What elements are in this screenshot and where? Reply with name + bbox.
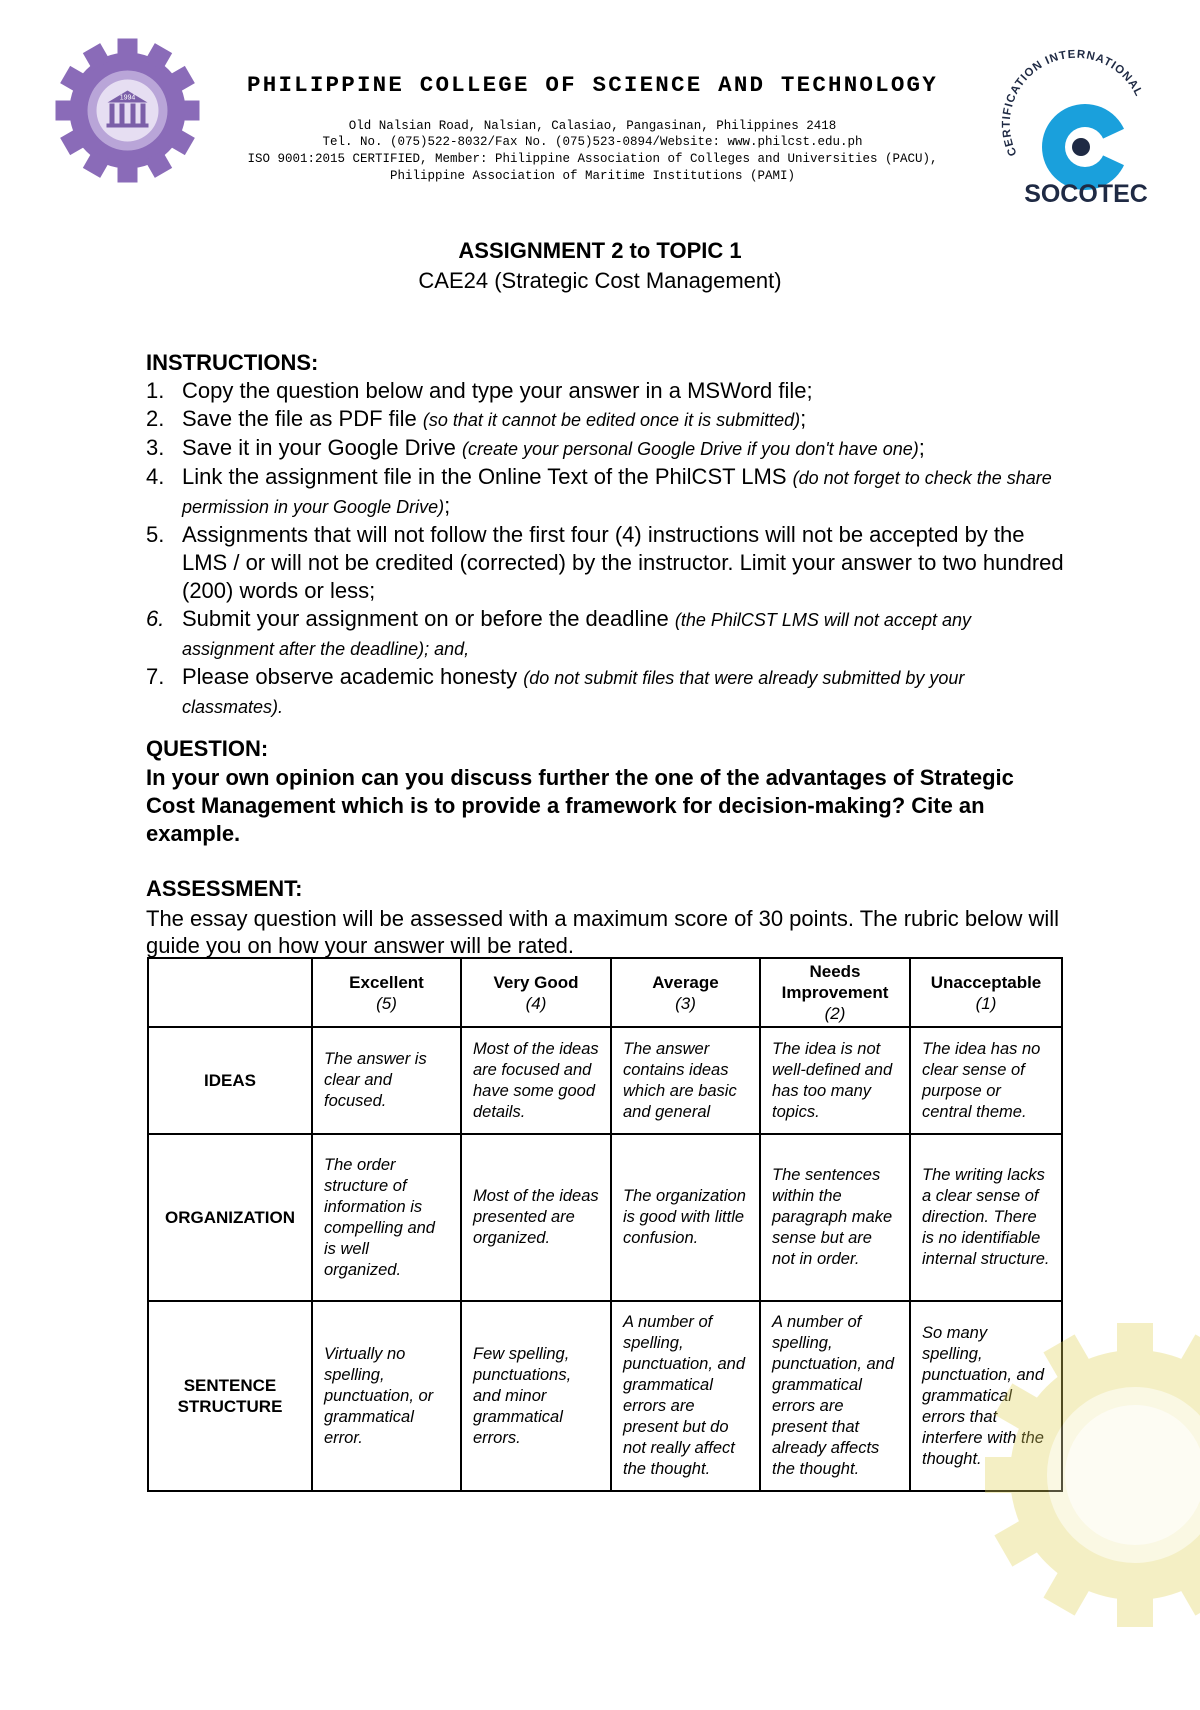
instruction-item — [146, 663, 1066, 721]
assignment-title: ASSIGNMENT 2 to TOPIC 1 — [458, 238, 742, 263]
instruction-text: Save the file as PDF file — [182, 406, 423, 431]
instruction-text: Copy the question below and type your answer in a MSWord file; — [182, 378, 813, 403]
criterion-label: ORGANIZATION — [148, 1134, 312, 1301]
rubric-row-sentence-structure — [148, 1301, 1062, 1491]
college-seal-logo — [55, 38, 200, 183]
college-contact: Tel. No. (075)522-8032/Fax No. (075)523-0894/Website: www.philcst.edu.ph — [322, 135, 863, 149]
instruction-note: (do not submit files that were already submitted by your classmates). — [182, 668, 965, 717]
instruction-number: 1. — [146, 378, 165, 403]
rubric-cell: So many spelling, punctuation, and grammatical errors that interfere with the thought. — [910, 1301, 1062, 1491]
instruction-end: ; — [918, 435, 925, 460]
certification-ring-text: CERTIFICATION INTERNATIONAL — [1000, 48, 1145, 158]
instruction-note: (do not forget to check the share permission in your Google Drive) — [182, 468, 1052, 517]
instructions-heading: INSTRUCTIONS: — [146, 350, 319, 375]
rubric-cell: A number of spelling, punctuation, and grammatical errors are present but do not really affect the thought. — [611, 1301, 760, 1491]
instruction-item — [146, 434, 1066, 463]
rubric-cell: The writing lacks a clear sense of direction. There is no identifiable internal structure. — [910, 1134, 1062, 1301]
rubric-cell: Most of the ideas presented are organized. — [461, 1134, 611, 1301]
rubric-column-header: Unacceptable (1) — [910, 958, 1062, 1027]
rubric-corner-cell — [148, 958, 312, 1027]
rubric-column-header: Average (3) — [611, 958, 760, 1027]
instruction-number: 3. — [146, 435, 165, 460]
rubric-column-header: Excellent (5) — [312, 958, 461, 1027]
rubric-column-header: Very Good (4) — [461, 958, 611, 1027]
instruction-number: 7. — [146, 664, 165, 689]
instruction-item — [146, 463, 1066, 521]
instruction-item — [146, 405, 1066, 434]
rubric-row-ideas — [148, 1027, 1062, 1134]
instruction-end: ; — [444, 493, 451, 518]
socotec-certification-logo — [985, 42, 1167, 207]
question-text: In your own opinion can you discuss further the one of the advantages of Strategic Cost Management which is to provide a framework for decision-making? Cite an example. — [146, 765, 1014, 846]
instruction-text: Link the assignment file in the Online Text of the PhilCST LMS — [182, 464, 793, 489]
rubric-cell: The answer is clear and focused. — [312, 1027, 461, 1134]
instruction-note: (create your personal Google Drive if you don't have one) — [462, 439, 919, 459]
criterion-label: IDEAS — [148, 1027, 312, 1134]
question-heading: QUESTION: — [146, 736, 269, 761]
rubric-cell: Virtually no spelling, punctuation, or grammatical error. — [312, 1301, 461, 1491]
rubric-cell: The order structure of information is compelling and is well organized. — [312, 1134, 461, 1301]
instruction-text: Assignments that will not follow the first four (4) instructions will not be accepted by the LMS / or will not be credited (corrected) by the instructor. Limit your answer to two hundred (200) words or less; — [182, 522, 1064, 603]
rubric-cell: Few spelling, punctuations, and minor grammatical errors. — [461, 1301, 611, 1491]
instruction-text: Please observe academic honesty — [182, 664, 524, 689]
assessment-heading: ASSESSMENT: — [146, 876, 303, 901]
college-address: Old Nalsian Road, Nalsian, Calasiao, Pangasinan, Philippines 2418 — [348, 119, 837, 133]
assessment-text: The essay question will be assessed with a maximum score of 30 points. The rubric below will guide you on how your answer will be rated. — [146, 906, 1059, 958]
instruction-item — [146, 605, 1066, 663]
instruction-end: ; — [800, 406, 807, 431]
rubric-cell: The sentences within the paragraph make sense but are not in order. — [760, 1134, 910, 1301]
college-association: Philippine Association of Maritime Institutions (PAMI) — [389, 169, 796, 183]
instructions-list — [146, 377, 1066, 721]
rubric-cell: The idea has no clear sense of purpose or central theme. — [910, 1027, 1062, 1134]
instruction-number: 4. — [146, 464, 165, 489]
college-certification: ISO 9001:2015 CERTIFIED, Member: Philippine Association of Colleges and Universities (PACU), — [247, 152, 938, 166]
criterion-label: SENTENCE STRUCTURE — [148, 1301, 312, 1491]
rubric-header-row — [148, 958, 1062, 1027]
instruction-note: (so that it cannot be edited once it is submitted) — [422, 410, 801, 430]
rubric-table — [147, 957, 1063, 1492]
college-seal-watermark — [985, 1290, 1200, 1710]
socotec-wordmark: SOCOTEC — [1024, 180, 1148, 207]
instruction-note: (the PhilCST LMS will not accept any assignment after the deadline); and, — [182, 610, 971, 659]
instruction-text: Save it in your Google Drive — [182, 435, 463, 460]
instruction-text: Submit your assignment on or before the deadline — [182, 606, 675, 631]
rubric-cell: The idea is not well-defined and has too many topics. — [760, 1027, 910, 1134]
assignment-subtitle: CAE24 (Strategic Cost Management) — [418, 268, 782, 293]
rubric-cell: The answer contains ideas which are basic and general — [611, 1027, 760, 1134]
instruction-number: 5. — [146, 522, 165, 547]
instruction-item — [146, 521, 1066, 605]
college-name: PHILIPPINE COLLEGE OF SCIENCE AND TECHNOLOGY — [247, 72, 938, 98]
rubric-cell: Most of the ideas are focused and have some good details. — [461, 1027, 611, 1134]
seal-year: 1994 — [119, 94, 136, 102]
instruction-item — [146, 377, 1066, 405]
rubric-row-organization — [148, 1134, 1062, 1301]
rubric-cell: The organization is good with little confusion. — [611, 1134, 760, 1301]
rubric-cell: A number of spelling, punctuation, and grammatical errors are present that already affects the thought. — [760, 1301, 910, 1491]
rubric-column-header: Needs Improvement (2) — [760, 958, 910, 1027]
instruction-number: 2. — [146, 406, 165, 431]
instruction-number: 6. — [146, 606, 165, 631]
